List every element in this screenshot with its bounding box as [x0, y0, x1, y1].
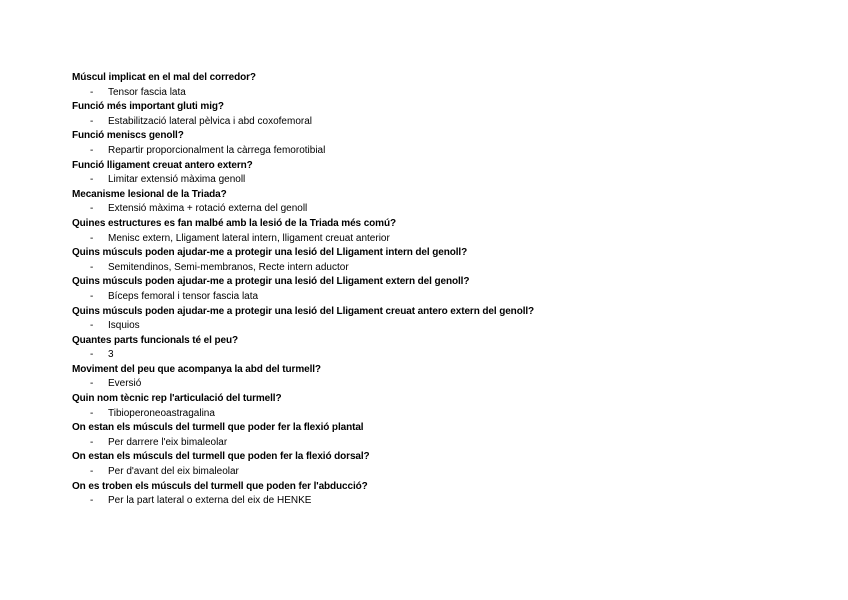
answer-text	[72, 202, 812, 217]
bullet-dash: -	[90, 203, 94, 215]
answer-text	[72, 407, 812, 422]
qa-item-7	[72, 246, 812, 275]
answer-text	[72, 319, 812, 334]
answer-value: Repartir proporcionalment la càrrega femorotibial	[108, 144, 326, 156]
qa-item-1	[72, 71, 812, 100]
question-text: Quantes parts funcionals té el peu?	[72, 334, 238, 346]
answer-text	[72, 173, 812, 188]
answer-text	[72, 348, 812, 363]
bullet-dash: -	[90, 290, 94, 302]
question-text: Quins músculs poden ajudar-me a protegir una lesió del Lligament extern del genoll?	[72, 276, 470, 288]
qa-item-14	[72, 450, 812, 479]
bullet-dash: -	[90, 436, 94, 448]
bullet-dash: -	[90, 174, 94, 186]
question-text: Moviment del peu que acompanya la abd del turmell?	[72, 363, 321, 375]
answer-value: Estabilització lateral pèlvica i abd coxofemoral	[108, 115, 312, 127]
question-text: On es troben els músculs del turmell que poden fer l'abducció?	[72, 480, 368, 492]
question-text: Quins músculs poden ajudar-me a protegir una lesió del Lligament creuat antero extern del genoll?	[72, 305, 535, 317]
bullet-dash: -	[90, 349, 94, 361]
qa-item-5	[72, 188, 812, 217]
question-text: On estan els músculs del turmell que poder fer la flexió plantal	[72, 422, 364, 434]
qa-item-10	[72, 334, 812, 363]
answer-text	[72, 144, 812, 159]
answer-value: Semitendinos, Semi-membranos, Recte intern aductor	[108, 261, 349, 273]
bullet-dash: -	[90, 232, 94, 244]
qa-item-11	[72, 363, 812, 392]
answer-text	[72, 232, 812, 247]
qa-item-9	[72, 305, 812, 334]
answer-value: Per darrere l'eix bimaleolar	[108, 436, 228, 448]
question-text: Mecanisme lesional de la Triada?	[72, 188, 227, 200]
question-text: Quin nom tècnic rep l'articulació del turmell?	[72, 393, 282, 405]
answer-text	[72, 290, 812, 305]
bullet-dash: -	[90, 407, 94, 419]
answer-value: Per la part lateral o externa del eix de HENKE	[108, 495, 312, 507]
bullet-dash: -	[90, 320, 94, 332]
qa-item-13	[72, 421, 812, 450]
answer-text	[72, 86, 812, 101]
question-text: Funció més important gluti mig?	[72, 101, 224, 113]
answer-text	[72, 115, 812, 130]
answer-value: Per d'avant del eix bimaleolar	[108, 466, 239, 478]
answer-value: Menisc extern, Lligament lateral intern, lligament creuat anterior	[108, 232, 390, 244]
answer-text	[72, 436, 812, 451]
qa-item-4	[72, 159, 812, 188]
bullet-dash: -	[90, 466, 94, 478]
bullet-dash: -	[90, 378, 94, 390]
question-text: Funció lligament creuat antero extern?	[72, 159, 253, 171]
answer-value: Extensió màxima + rotació externa del genoll	[108, 203, 308, 215]
answer-value: Bíceps femoral i tensor fascia lata	[108, 290, 259, 302]
answer-value: Limitar extensió màxima genoll	[108, 174, 246, 186]
qa-item-2	[72, 100, 812, 129]
answer-value: 3	[108, 349, 114, 361]
bullet-dash: -	[90, 115, 94, 127]
qa-item-15	[72, 480, 812, 509]
bullet-dash: -	[90, 495, 94, 507]
answer-value: Isquios	[108, 320, 140, 332]
answer-text	[72, 465, 812, 480]
bullet-dash: -	[90, 261, 94, 273]
answer-text	[72, 377, 812, 392]
question-text: Funció meniscs genoll?	[72, 130, 184, 142]
answer-value: Eversió	[108, 378, 142, 390]
qa-item-12	[72, 392, 812, 421]
question-text: On estan els músculs del turmell que poden fer la flexió dorsal?	[72, 451, 370, 463]
answer-value: Tensor fascia lata	[108, 86, 186, 98]
answer-text	[72, 494, 812, 509]
bullet-dash: -	[90, 86, 94, 98]
question-text: Múscul implicat en el mal del corredor?	[72, 72, 256, 83]
question-text: Quins músculs poden ajudar-me a protegir una lesió del Lligament intern del genoll?	[72, 247, 468, 259]
answer-value: Tibioperoneoastragalina	[108, 407, 215, 419]
qa-item-8	[72, 275, 812, 304]
qa-item-6	[72, 217, 812, 246]
bullet-dash: -	[90, 144, 94, 156]
qa-item-3	[72, 129, 812, 158]
answer-text	[72, 261, 812, 276]
question-text: Quines estructures es fan malbé amb la lesió de la Triada més comú?	[72, 217, 396, 229]
document-page	[72, 71, 812, 509]
